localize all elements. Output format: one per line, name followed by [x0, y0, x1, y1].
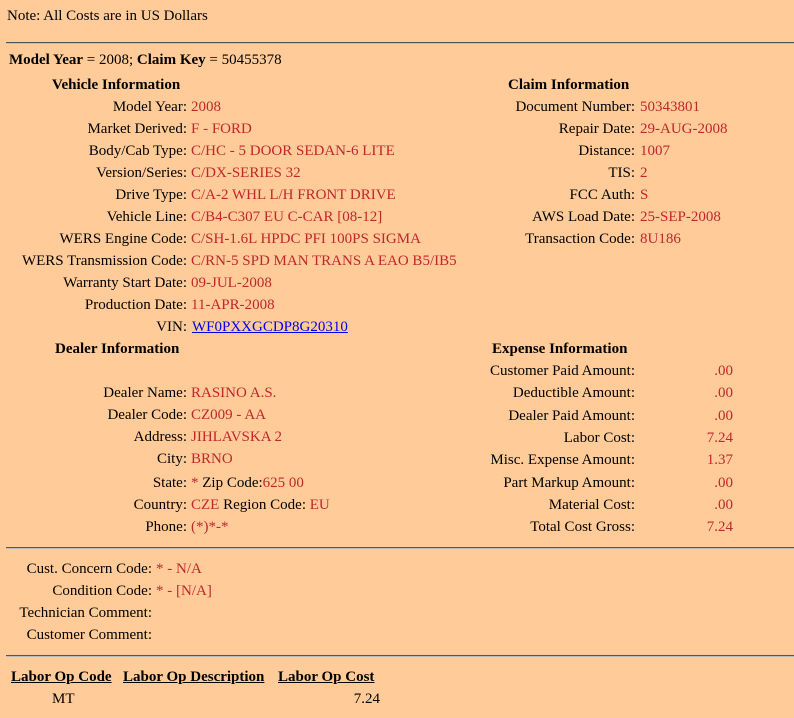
vehicle-field-value: 2008: [191, 99, 221, 115]
labor-op-cost-header: Labor Op Cost: [278, 669, 375, 685]
divider-middle: [6, 547, 794, 549]
claim-field-label: Document Number:: [515, 99, 635, 115]
vin-link[interactable]: WF0PXXGCDP8G20310: [192, 319, 348, 335]
model-year-summary-label: Model Year: [9, 52, 84, 68]
labor-op-code-cell: MT: [52, 691, 75, 707]
zip-value: 625 00: [262, 475, 304, 491]
technician-comment-label: Technician Comment:: [19, 605, 152, 621]
vehicle-field-label: Production Date:: [84, 297, 187, 313]
condition-code-label: Condition Code:: [52, 583, 152, 599]
concern-code-label: Cust. Concern Code:: [26, 561, 152, 577]
claim-field-label: Repair Date:: [558, 121, 635, 137]
dealer-code-value: CZ009 - AA: [191, 407, 266, 423]
expense-field-label: Labor Cost:: [563, 429, 635, 446]
city-value: BRNO: [191, 451, 233, 467]
divider-bottom: [6, 655, 794, 657]
vehicle-info-heading: Vehicle Information: [52, 77, 181, 93]
vehicle-field-label: Model Year:: [112, 99, 187, 115]
condition-code-value: * - [N/A]: [156, 583, 212, 599]
expense-field-value: 1.37: [706, 452, 733, 469]
expense-field-label: Misc. Expense Amount:: [490, 452, 635, 469]
claim-field-label: Transaction Code:: [525, 231, 635, 247]
claim-field-value: 8U186: [640, 231, 681, 247]
country-value: CZE: [191, 497, 220, 513]
vehicle-field-value: C/HC - 5 DOOR SEDAN-6 LITE: [191, 143, 395, 159]
vehicle-field-label: Vehicle Line:: [106, 209, 187, 225]
vehicle-field-value: C/SH-1.6L HPDC PFI 100PS SIGMA: [191, 231, 421, 247]
dealer-info-heading: Dealer Information: [55, 341, 180, 357]
vehicle-field-value: C/DX-SERIES 32: [191, 165, 301, 181]
vehicle-field-value: C/B4-C307 EU C-CAR [08-12]: [191, 209, 383, 225]
divider-top: [6, 42, 794, 44]
vehicle-field-value: 09-JUL-2008: [191, 275, 272, 291]
claim-key-value: 50455378: [221, 52, 282, 68]
vehicle-field-value: F - FORD: [191, 121, 252, 137]
claim-field-value: 25-SEP-2008: [640, 209, 721, 225]
vehicle-field-value: C/A-2 WHL L/H FRONT DRIVE: [191, 187, 396, 203]
vehicle-field-label: WERS Engine Code:: [59, 231, 187, 247]
expense-field-value: .00: [714, 474, 733, 491]
expense-field-value: .00: [714, 407, 733, 424]
city-label: City:: [156, 451, 187, 467]
expense-field-value: .00: [714, 363, 733, 379]
labor-op-code-header: Labor Op Code: [11, 669, 112, 685]
expense-field-label: Material Cost:: [548, 496, 635, 513]
vehicle-field-label: Version/Series:: [96, 165, 187, 181]
customer-comment-label: Customer Comment:: [26, 627, 152, 643]
expense-field-value: .00: [714, 385, 733, 402]
phone-label: Phone:: [145, 519, 187, 535]
expense-field-label: Dealer Paid Amount:: [508, 407, 635, 424]
vehicle-field-value: C/RN-5 SPD MAN TRANS A EAO B5/IB5: [191, 253, 457, 269]
region-label: Region Code:: [223, 497, 307, 513]
claim-summary: Model Year = 2008; Claim Key = 50455378: [9, 52, 282, 68]
expense-field-label: Customer Paid Amount:: [489, 363, 635, 379]
vehicle-field-label: Body/Cab Type:: [88, 143, 187, 159]
claim-field-label: Distance:: [578, 143, 635, 159]
state-label: State:: [152, 475, 187, 491]
expense-field-value: 7.24: [706, 429, 733, 446]
address-value: JIHLAVSKA 2: [191, 429, 282, 445]
concern-code-value: * - N/A: [156, 561, 202, 577]
vehicle-field-label: Market Derived:: [87, 121, 187, 137]
claim-field-label: AWS Load Date:: [532, 209, 635, 225]
expense-field-label: Total Cost Gross:: [530, 519, 635, 536]
zip-label: Zip Code:: [202, 475, 263, 491]
expense-field-label: Deductible Amount:: [512, 385, 635, 402]
claim-field-value: 29-AUG-2008: [640, 121, 728, 137]
claim-key-label: Claim Key: [136, 52, 206, 68]
labor-op-cost-cell: 7.24: [353, 691, 380, 707]
vehicle-field-label: Drive Type:: [115, 187, 187, 203]
currency-note: Note: All Costs are in US Dollars: [7, 8, 208, 24]
claim-info-heading: Claim Information: [508, 77, 630, 93]
dealer-name-label: Dealer Name:: [103, 385, 187, 401]
model-year-summary-value: 2008: [98, 52, 129, 68]
vehicle-field-value: 11-APR-2008: [191, 297, 275, 313]
claim-field-value: 1007: [640, 143, 670, 159]
address-label: Address:: [133, 429, 187, 445]
dealer-name-value: RASINO A.S.: [191, 385, 277, 401]
claim-field-label: TIS:: [608, 165, 635, 181]
state-value: *: [191, 475, 199, 491]
vehicle-field-label: Warranty Start Date:: [63, 275, 187, 291]
dealer-code-label: Dealer Code:: [107, 407, 187, 423]
expense-info-heading: Expense Information: [492, 341, 628, 357]
labor-op-description-header: Labor Op Description: [123, 669, 265, 685]
country-label: Country:: [133, 497, 187, 513]
vehicle-field-label: WERS Transmission Code:: [21, 253, 187, 269]
expense-field-label: Part Markup Amount:: [503, 474, 635, 491]
claim-field-label: FCC Auth:: [569, 187, 635, 203]
phone-value: (*)*-*: [191, 519, 229, 535]
expense-field-value: 7.24: [706, 519, 733, 536]
expense-field-value: .00: [714, 496, 733, 513]
claim-field-value: 50343801: [640, 99, 700, 115]
vin-label: VIN:: [156, 319, 187, 335]
claim-field-value: S: [640, 187, 649, 203]
claim-field-value: 2: [640, 165, 648, 181]
region-value: EU: [309, 497, 330, 513]
